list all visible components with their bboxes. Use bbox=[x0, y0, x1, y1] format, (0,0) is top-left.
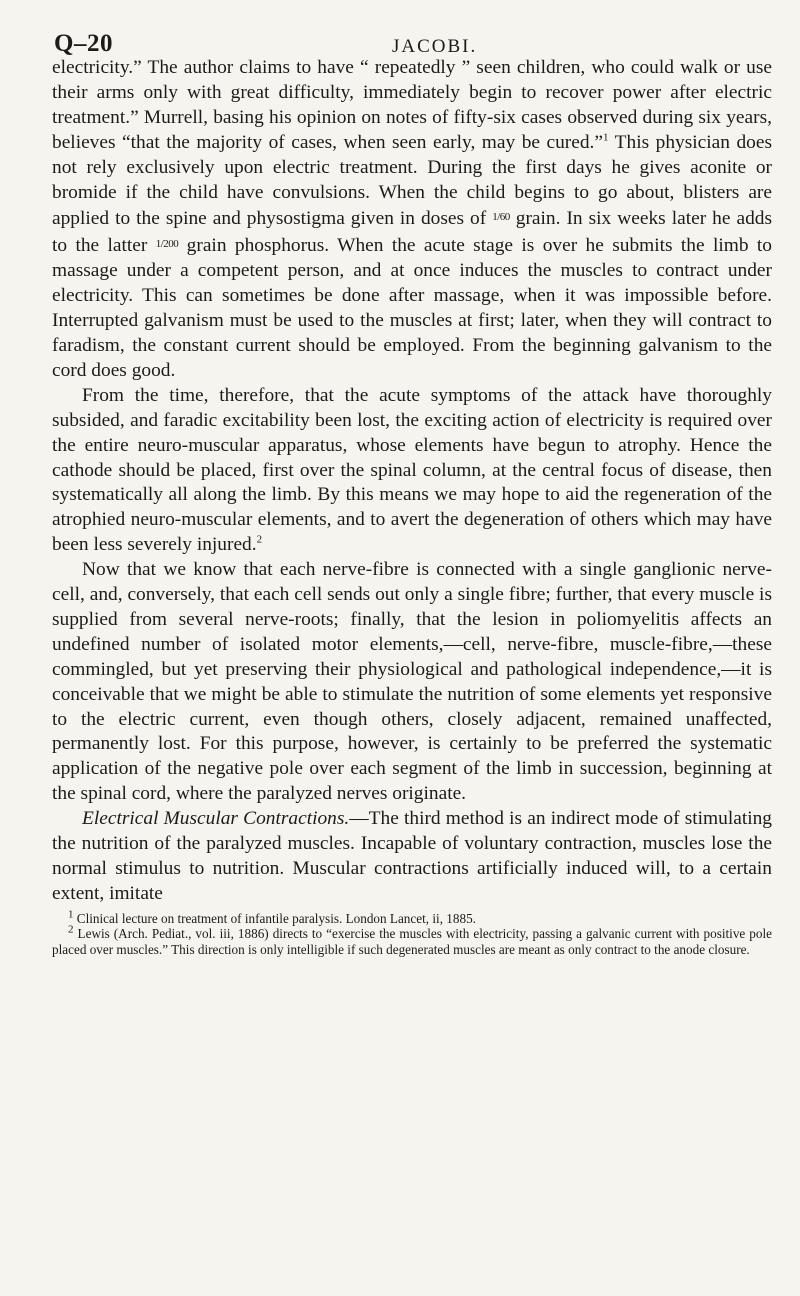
footnote-ref-2: 2 bbox=[256, 533, 263, 546]
paragraph-1-part-d: grain phosphorus. When the acute stage is over he submits the limb to massage under a competent person, and at once induces the muscles to contract under electricity. This can sometimes be done after massage, when it was impossible before. Interrupted galvanism must be used to the muscles at first; later, when they will contract to faradism, the constant current should be employed. From the beginning galvanism to the cord does good. bbox=[52, 235, 772, 381]
footnote-2-mark: 2 bbox=[68, 923, 74, 936]
footnote-ref-1: 1 bbox=[603, 131, 609, 144]
paragraph-4-text: —The third method is an indirect mode of stimulating the nutrition of the paralyzed muscles. Incapable of voluntary contraction, muscles lose the normal stimulus to nutrition. Muscular contractions artificially induced will, to a certain extent, imitate bbox=[52, 808, 772, 904]
paragraph-3: Now that we know that each nerve-fibre is connected with a single ganglionic nerve-cell, and, conversely, that each cell sends out only a single fibre; further, that every muscle is supplied from several nerve-roots; finally, that the lesion in poliomyelitis affects an undefined number of isolated motor elements,—cell, nerve-fibre, muscle-fibre,—these commingled, but yet preserving their physiological and pathological independence,—it is conceivable that we might be able to stimulate the nutrition of some elements yet responsive to the electric current, even though others, closely adjacent, remained unaffected, permanently lost. For this purpose, however, is certainly to be preferred the systematic application of the negative pole over each segment of the limb in succession, beginning at the spinal cord, where the paralyzed nerves originate. bbox=[52, 559, 772, 805]
fraction-1-200: 1/200 bbox=[155, 238, 179, 251]
section-title: Electrical Muscular Contractions. bbox=[82, 808, 350, 830]
fraction-1-60: 1/60 bbox=[492, 211, 510, 224]
footnote-1 bbox=[52, 908, 772, 927]
footnote-1-text: Clinical lecture on treatment of infantile paralysis. London Lancet, ii, 1885. bbox=[76, 910, 476, 926]
page-label: Q–20 bbox=[54, 30, 113, 57]
running-head: JACOBI. bbox=[392, 36, 478, 57]
paragraph-1-part-c: grain. In six weeks later he adds to the latter bbox=[52, 208, 773, 257]
footnote-1-mark: 1 bbox=[68, 908, 74, 921]
footnotes bbox=[52, 908, 773, 958]
paragraph-1 bbox=[52, 56, 772, 384]
page-header bbox=[52, 14, 770, 56]
paragraph-4 bbox=[52, 807, 772, 907]
body-text bbox=[52, 56, 772, 907]
paragraph-2 bbox=[52, 384, 772, 558]
paragraph-2-text: From the time, therefore, that the acute symptoms of the attack have thoroughly subsided, and faradic excitability been lost, the exciting action of electricity is required over the entire neuro-muscular apparatus, whose elements have begun to atrophy. Hence the cathode should be placed, first over the spinal column, at the central focus of disease, then systematically all along the limb. By this means we may hope to aid the regeneration of the atrophied neuro-muscular elements, and to avert the degeneration of others which may have been less severely injured. bbox=[52, 384, 772, 556]
paragraph-1-part-b: This physician does not rely exclusively upon electric treatment. During the first days he gives aconite or bromide if the child have convulsions. When the child begins to go about, blisters are applied to the spine and physostigma given in doses of bbox=[52, 131, 772, 230]
footnote-2 bbox=[52, 923, 773, 957]
footnote-2-text: Lewis (Arch. Pediat., vol. iii, 1886) directs to “exercise the muscles with electricity, passing a galvanic current with positive pole placed over muscles.” This direction is only intelligible if such degenerated muscles are meant as only contract to the anode closure. bbox=[52, 926, 773, 957]
paragraph-1-part-a: electricity.” The author claims to have “ repeatedly ” seen children, who could walk or use their arms only with great difficulty, immediately begin to recover power after electric treatment.” Murrell, basing his opinion on notes of fifty-six cases observed during six years, believes “that the majority of cases, when seen early, may be cured.” bbox=[52, 57, 772, 153]
